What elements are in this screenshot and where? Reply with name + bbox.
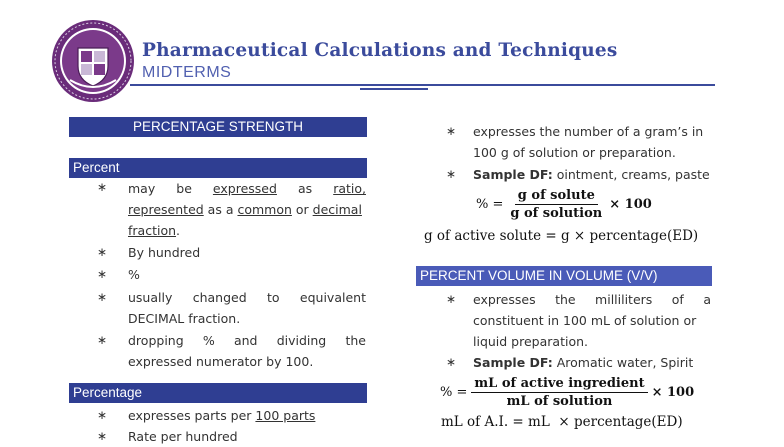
denominator: mL of solution: [506, 393, 613, 409]
formula-lhs: % =: [440, 384, 468, 400]
line: expresses the number of a gram’s in: [473, 124, 704, 139]
text: .: [176, 223, 181, 238]
label: Sample DF:: [473, 355, 553, 370]
text: Aromatic water, Spirit: [552, 355, 694, 370]
bullet-glyph: ∗: [446, 167, 457, 181]
bullet-glyph: ∗: [97, 429, 108, 443]
word: decimal: [312, 202, 362, 217]
word: be: [176, 181, 192, 196]
text: ointment, creams, paste: [552, 167, 710, 182]
bullet-glyph: ∗: [97, 333, 108, 347]
word: the: [555, 292, 576, 307]
percent-bullet-dropping: [128, 330, 366, 372]
formula-percent-ww: [476, 184, 652, 224]
percent-bullet-by-hundred: By hundred: [128, 245, 201, 260]
header-rule-accent: [360, 88, 428, 90]
word: usually: [128, 290, 173, 305]
percent-bullet-ratio: [128, 178, 366, 241]
text: expresses parts per: [128, 408, 256, 423]
word: expresses: [473, 292, 536, 307]
word: common: [237, 202, 292, 217]
word: milliliters: [595, 292, 653, 307]
bullet-glyph: ∗: [97, 267, 108, 281]
bullet-glyph: ∗: [446, 292, 457, 306]
word: the: [345, 333, 366, 348]
section-title-percentage-strength: PERCENTAGE STRENGTH: [69, 117, 367, 137]
bullet-glyph: ∗: [97, 245, 108, 259]
formula-rhs: × 100: [609, 196, 652, 212]
word: fraction: [128, 223, 177, 238]
page-title: Pharmaceutical Calculations and Techniques: [142, 40, 618, 61]
word: dividing: [276, 333, 327, 348]
formula-percent-vv: [440, 372, 694, 412]
word: of: [671, 292, 684, 307]
percentage-bullet-parts: [128, 405, 315, 426]
vv-bullet-milliliters: [473, 289, 711, 352]
percent-bullet-decimal: [128, 287, 366, 329]
text: or: [291, 202, 313, 217]
ww-bullet-sample: [473, 164, 710, 185]
word: expressed: [212, 181, 277, 196]
formula-active-solute: g of active solute = g × percentage(ED): [424, 228, 699, 244]
ww-bullet-grams: [473, 121, 703, 163]
bullet-glyph: ∗: [97, 290, 108, 304]
line: constituent in 100 mL of solution or: [473, 313, 697, 328]
fraction: [507, 188, 605, 221]
university-seal-logo: [50, 18, 136, 104]
formula-ml-active-ingredient: mL of A.I. = mL × percentage(ED): [441, 414, 683, 430]
formula-lhs: % =: [476, 196, 504, 212]
label: Sample DF:: [473, 167, 553, 182]
formula-rhs: × 100: [651, 384, 695, 400]
percent-bullet-symbol: %: [128, 267, 140, 282]
word: 100 parts: [255, 408, 316, 423]
word: %: [202, 333, 215, 348]
denominator: g of solution: [510, 205, 603, 221]
word: as: [297, 181, 313, 196]
header-rule: [130, 84, 715, 86]
word: equivalent: [299, 290, 366, 305]
section-heading-percent-v-v: PERCENT VOLUME IN VOLUME (V/V): [416, 266, 712, 286]
bullet-glyph: ∗: [446, 355, 457, 369]
vv-bullet-sample: [473, 352, 693, 373]
word: dropping: [128, 333, 184, 348]
word: represented: [128, 202, 204, 217]
numerator: mL of active ingredient: [471, 376, 647, 393]
numerator: g of solute: [515, 188, 598, 205]
word: and: [233, 333, 258, 348]
subsection-heading-percentage: Percentage: [69, 383, 367, 403]
bullet-glyph: ∗: [97, 180, 108, 194]
word: ratio,: [333, 181, 366, 196]
word: a: [703, 292, 711, 307]
line: liquid preparation.: [473, 334, 588, 349]
word: may: [128, 181, 156, 196]
bullet-glyph: ∗: [446, 124, 457, 138]
percentage-bullet-rate: Rate per hundred: [128, 429, 238, 444]
page-subtitle: MIDTERMS: [142, 64, 232, 81]
fraction: [471, 376, 647, 409]
line: DECIMAL fraction.: [128, 311, 241, 326]
word: changed: [192, 290, 247, 305]
bullet-glyph: ∗: [97, 408, 108, 422]
text: as a: [203, 202, 238, 217]
word: to: [267, 290, 280, 305]
line: expressed numerator by 100.: [128, 354, 314, 369]
line: 100 g of solution or preparation.: [473, 145, 676, 160]
subsection-heading-percent: Percent: [69, 158, 367, 178]
